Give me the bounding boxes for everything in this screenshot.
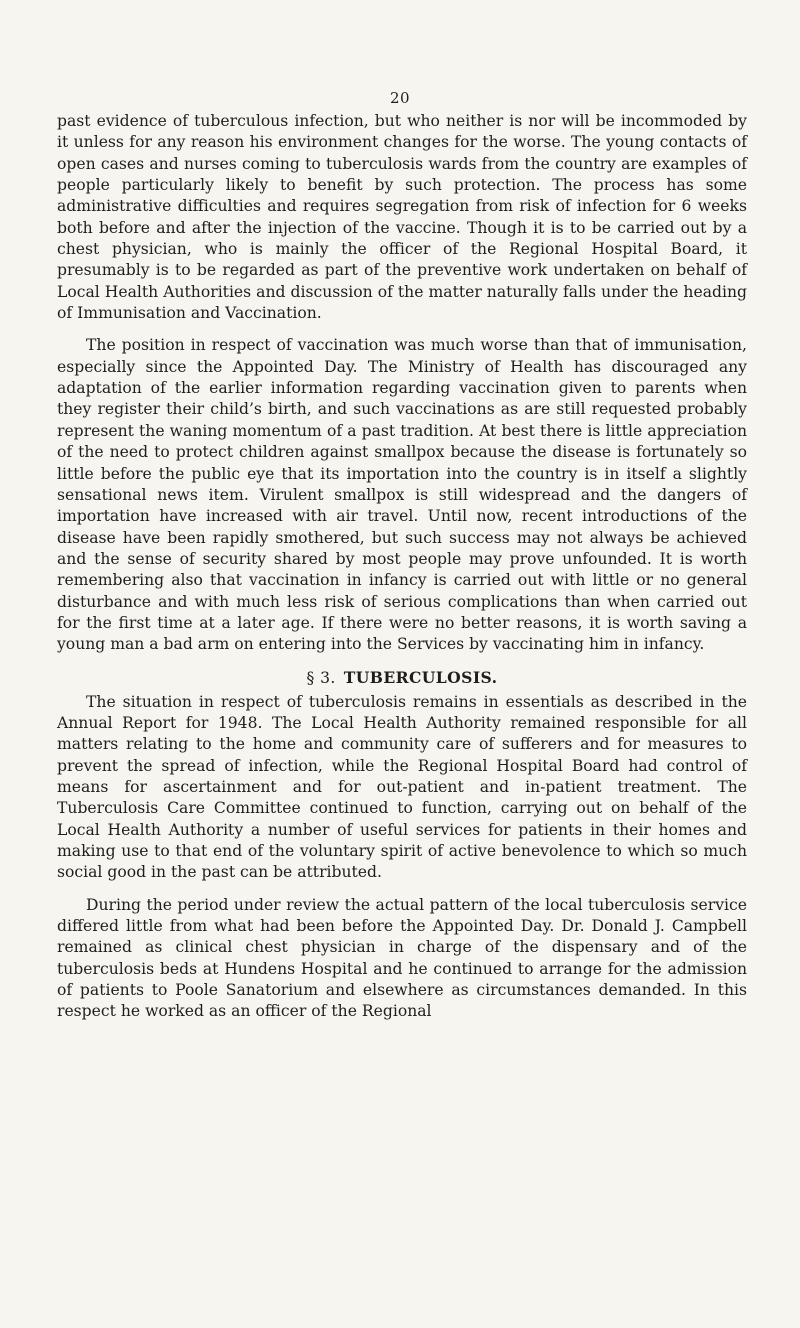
section-heading: [57, 668, 747, 688]
paragraph-tuberculosis-situation: The situation in respect of tuberculosis remains in essentials as described in the Annual Report for 1948. The Local Health Authority remained responsible for all matters relating to the home and community care of sufferers and for measures to prevent the spread of infection, while the Regional Hospital Board had control of means for ascertainment and for out-patient and in-patient treatment. The Tuberculosis Care Committee continued to function, carrying out on behalf of the Local Health Authority a number of useful services for patients in their homes and making use to that end of the voluntary spirit of active benevolence to which so much social good in the past can be attributed.: [57, 692, 747, 882]
section-title: TUBERCULOSIS.: [343, 667, 498, 687]
paragraph-smallpox-vaccination: The position in respect of vaccination was much worse than that of immunisation, especially since the Appointed Day. The Ministry of Health has discouraged any adaptation of the earlier information regarding vaccination given to parents when they register their child’s birth, and such vaccinations as are still requested probably represent the waning momentum of a past tradition. At best there is little appreciation of the need to protect children against smallpox because the disease is fortunately so little before the public eye that its importation into the country is in itself a slightly sensational news item. Virulent smallpox is still widespread and the dangers of importation have increased with air travel. Until now, recent introductions of the disease have been rapidly smothered, but such success may not always be achieved and the sense of security shared by most people may prove unfounded. It is worth remembering also that vaccination in infancy is carried out with little or no general disturbance and with much less risk of serious complications than when carried out for the first time at a later age. If there were no better reasons, it is worth saving a young man a bad arm on entering into the Services by vaccinating him in infancy.: [57, 336, 747, 654]
page-number: 20: [389, 89, 411, 107]
paragraph-bcg-vaccination: past evidence of tuberculous infection, but who neither is nor will be incommoded by it unless for any reason his environment changes for the worse. The young contacts of open cases and nurses coming to tuberculosis wards from the country are examples of people particularly likely to benefit by such protection. The process has some administrative difficulties and requires segregation from risk of infection for 6 weeks both before and after the injection of the vaccine. Though it is to be carried out by a chest physician, who is mainly the officer of the Regional Hospital Board, it presumably is to be regarded as part of the preventive work undertaken on behalf of Local Health Authorities and discussion of the matter naturally falls under the heading of Immunisation and Vaccination.: [57, 112, 747, 323]
paragraph-tuberculosis-service: During the period under review the actual pattern of the local tuberculosis service differed little from what had been before the Appointed Day. Dr. Donald J. Campbell remained as clinical chest physician in charge of the dispensary and of the tuberculosis beds at Hundens Hospital and he continued to arrange for the admission of patients to Poole Sanatorium and elsewhere as circumstances demanded. In this respect he worked as an officer of the Regional: [57, 895, 747, 1021]
body-text: [57, 111, 747, 1023]
section-number: § 3.: [306, 668, 336, 687]
